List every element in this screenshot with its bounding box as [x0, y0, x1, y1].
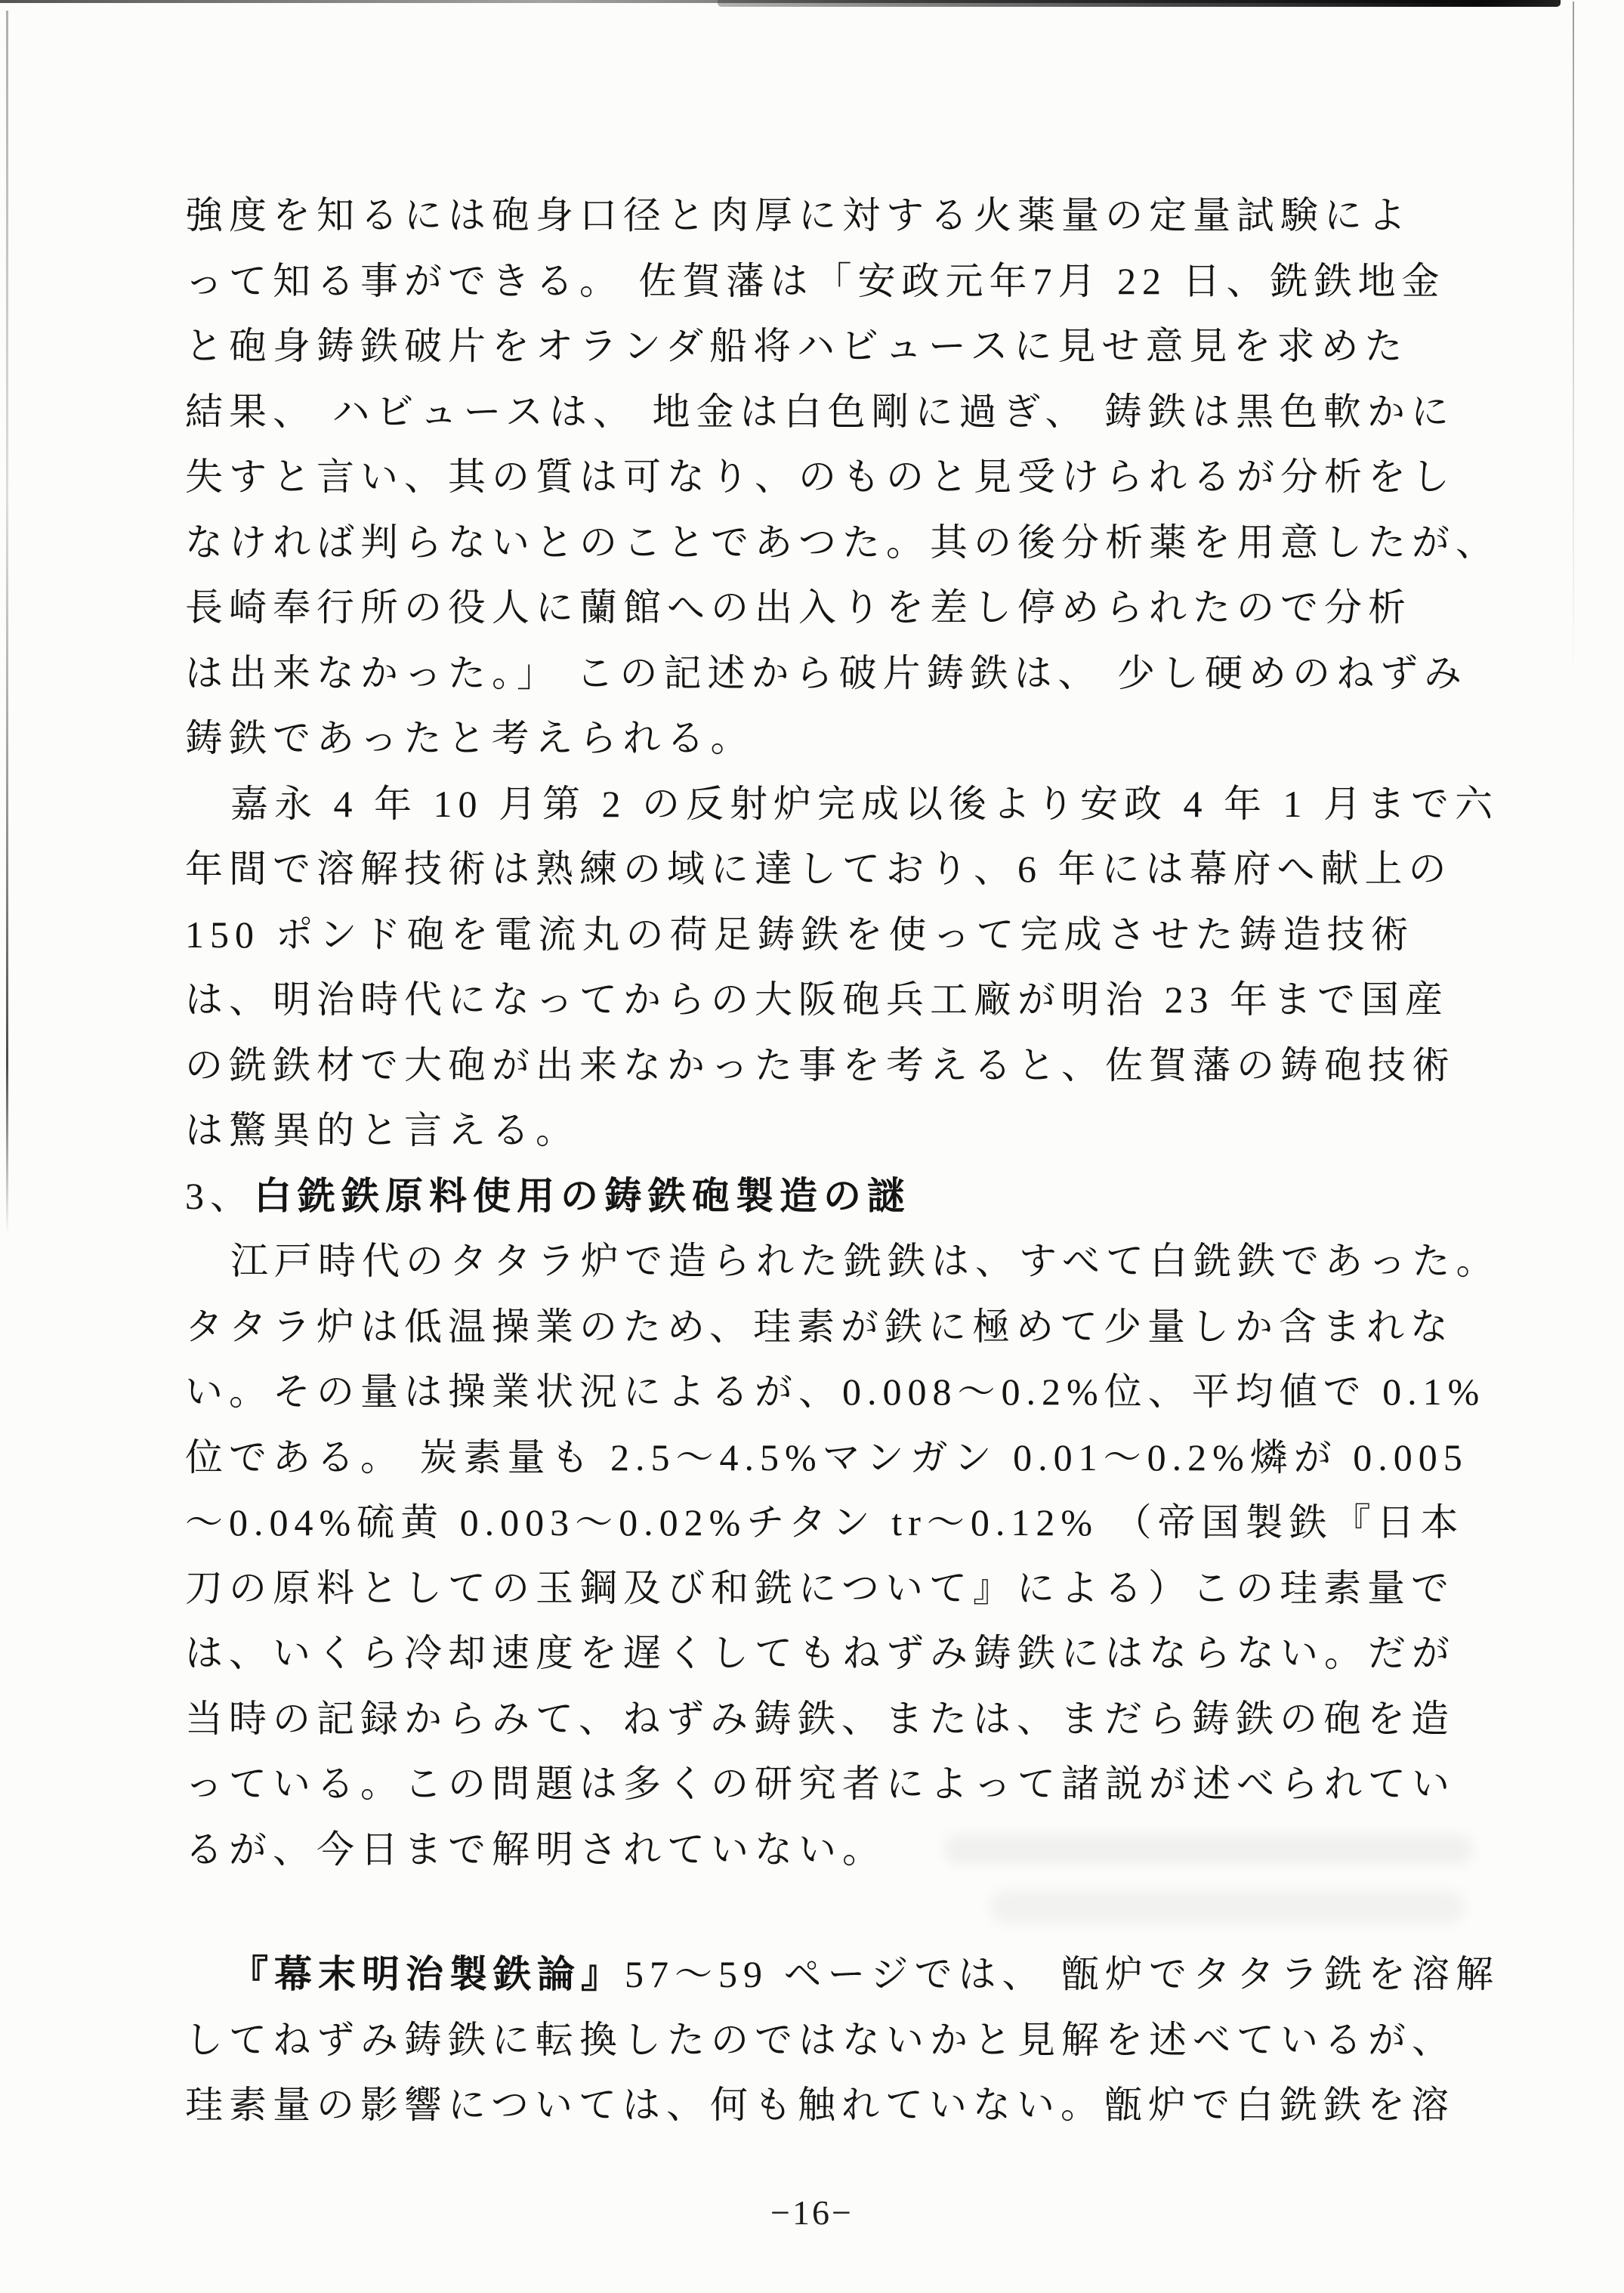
text-segment: と砲身鋳鉄破片をオランダ船将ハビュースに見せ意見を求めた — [185, 325, 1409, 367]
text-segment: るが、今日まで解明されていない。 — [185, 1828, 886, 1871]
text-line — [185, 1817, 1514, 1883]
text-segment: 年間で溶解技術は熟練の域に達しており、6 年には幕府へ献上の — [185, 848, 1453, 890]
bold-text-segment: 白銑鉄原料使用の鋳鉄砲製造の謎 — [254, 1174, 911, 1217]
text-segment: 強度を知るには砲身口径と肉厚に対する火薬量の定量試験によ — [185, 194, 1412, 236]
text-line — [185, 183, 1514, 249]
text-line — [185, 249, 1514, 314]
text-line — [185, 1686, 1514, 1752]
text-segment: タタラ炉は低温操業のため、珪素が鉄に極めて少量しか含まれな — [185, 1305, 1454, 1348]
text-segment: 刀の原料としての玉鋼及び和銑について』による）この珪素量で — [185, 1566, 1455, 1609]
text-segment: 位である。 炭素量も 2.5〜4.5%マンガン 0.01〜0.2%燐が 0.005 — [185, 1435, 1468, 1479]
text-line — [185, 1098, 1514, 1163]
text-line — [185, 575, 1514, 641]
text-segment: っている。この問題は多くの研究者によって諸説が述べられてい — [185, 1763, 1456, 1805]
text-segment: 150 ポンド砲を電流丸の荷足鋳鉄を使って完成させた鋳造技術 — [185, 913, 1415, 956]
text-line — [185, 641, 1514, 706]
text-line — [185, 902, 1514, 968]
text-line — [185, 1942, 1514, 2007]
bold-text-segment: 『幕末明治製鉄論』 — [230, 1953, 625, 1995]
text-line — [185, 1228, 1514, 1294]
text-segment: 当時の記録からみて、ねずみ鋳鉄、または、まだら鋳鉄の砲を造 — [185, 1697, 1455, 1740]
bleed-through-smudge — [990, 1890, 1465, 1924]
text-segment: は出来なかった。」 この記述から破片鋳鉄は、 少し硬めのねずみ — [185, 651, 1468, 694]
text-line — [185, 379, 1514, 445]
text-segment: の銑鉄材で大砲が出来なかった事を考えると、佐賀藩の鋳砲技術 — [185, 1043, 1456, 1086]
text-line — [185, 771, 1514, 837]
scan-edge-artifact-left — [6, 11, 8, 1235]
text-segment: 江戸時代のタタラ炉で造られた銑鉄は、すべて白銑鉄であった。 — [230, 1240, 1500, 1282]
text-line — [185, 1490, 1514, 1556]
scan-edge-artifact-right — [1573, 2, 1574, 681]
text-segment: 57〜59 ページでは、 甑炉でタタラ銑を溶解 — [625, 1953, 1499, 1995]
text-line — [185, 1556, 1514, 1621]
text-line — [185, 1425, 1514, 1491]
text-line — [185, 1621, 1514, 1686]
text-line — [185, 2072, 1514, 2138]
body-text-block-2 — [185, 1942, 1514, 2138]
text-line — [185, 444, 1514, 510]
text-line — [185, 314, 1514, 379]
body-text-block-1 — [185, 183, 1514, 1882]
text-line — [185, 1751, 1514, 1817]
text-segment: 珪素量の影響については、何も触れていない。甑炉で白銑鉄を溶 — [185, 2084, 1455, 2126]
page-number: −16− — [770, 2193, 854, 2232]
text-line — [185, 510, 1514, 576]
text-segment: は驚異的と言える。 — [185, 1109, 579, 1151]
text-segment: は、明治時代になってからの大阪砲兵工廠が明治 23 年まで国産 — [185, 978, 1449, 1021]
text-segment: なければ判らないとのことであつた。其の後分析薬を用意したが、 — [185, 521, 1499, 564]
text-segment: 嘉永 4 年 10 月第 2 の反射炉完成以後より安政 4 年 1 月まで六 — [230, 782, 1499, 825]
text-line — [185, 1163, 1514, 1229]
text-segment: 長崎奉行所の役人に蘭館への出入りを差し停められたので分析 — [185, 586, 1412, 629]
text-segment: 〜0.04%硫黄 0.003〜0.02%チタン tr〜0.12% （帝国製鉄『日本 — [185, 1501, 1465, 1544]
scan-edge-artifact-top-right — [718, 0, 1561, 7]
text-line — [185, 706, 1514, 771]
text-line — [185, 967, 1514, 1033]
text-segment: い。その量は操業状況によるが、0.008〜0.2%位、平均値で 0.1% — [185, 1371, 1486, 1413]
text-segment: って知る事ができる。 佐賀藩は「安政元年7月 22 日、銑鉄地金 — [185, 259, 1446, 302]
text-line — [185, 1359, 1514, 1425]
text-line — [185, 836, 1514, 902]
text-segment: は、いくら冷却速度を遅くしてもねずみ鋳鉄にはならない。だが — [185, 1632, 1456, 1674]
text-segment: 3、 — [185, 1174, 254, 1217]
text-line — [185, 1033, 1514, 1099]
text-segment: 結果、 ハビュースは、 地金は白色剛に過ぎ、 鋳鉄は黒色軟かに — [185, 390, 1455, 433]
text-line — [185, 2007, 1514, 2073]
text-segment: してねずみ鋳鉄に転換したのではないかと見解を述べているが、 — [185, 2018, 1456, 2061]
text-segment: 鋳鉄であったと考えられる。 — [185, 717, 755, 759]
text-segment: 失すと言い、其の質は可なり、のものと見受けられるが分析をし — [185, 456, 1456, 498]
text-line — [185, 1294, 1514, 1360]
